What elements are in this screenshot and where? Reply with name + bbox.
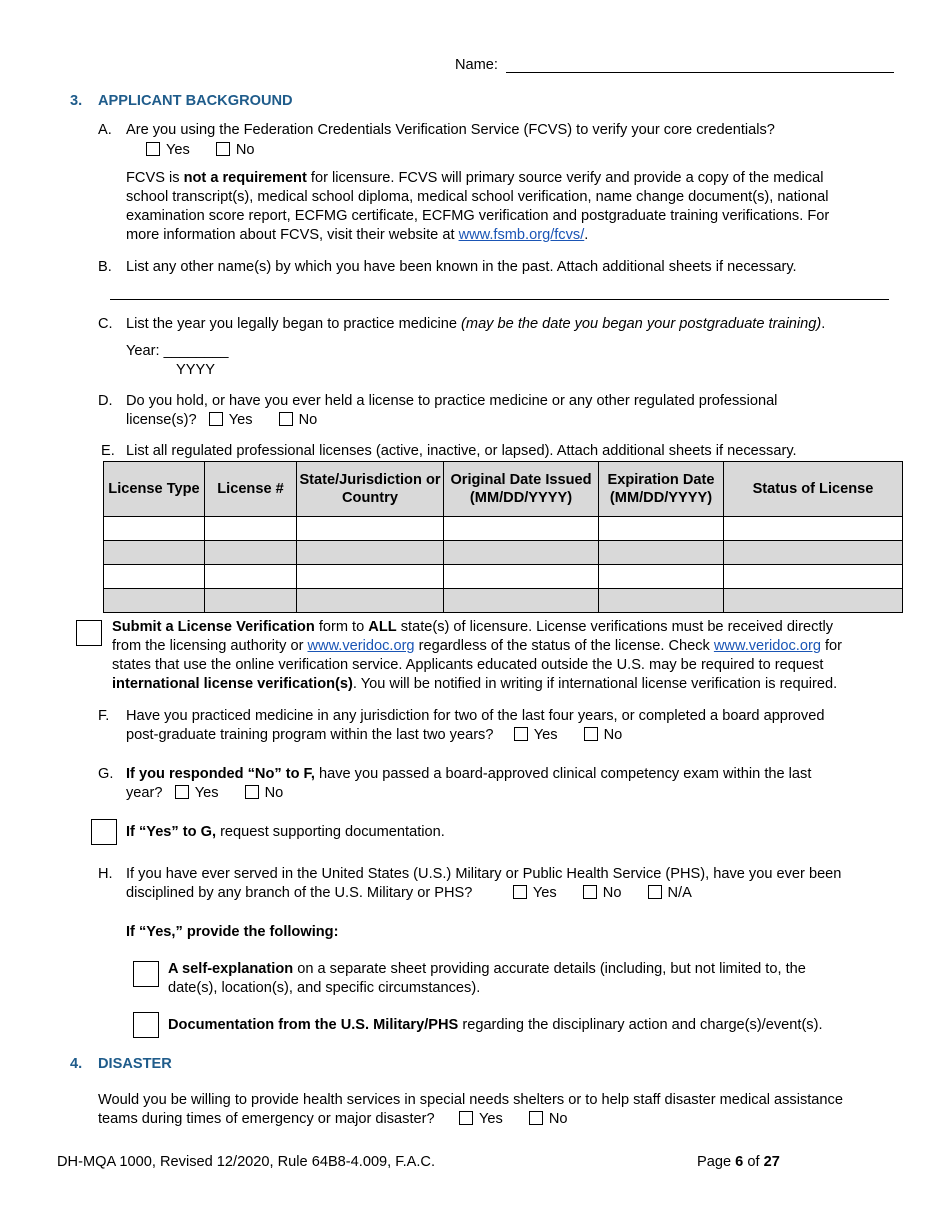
- question-g-no-checkbox[interactable]: [245, 785, 259, 799]
- table-cell[interactable]: [599, 565, 724, 589]
- question-a-yes-checkbox[interactable]: [146, 142, 160, 156]
- other-names-field[interactable]: [110, 299, 889, 300]
- license-table: [103, 461, 903, 613]
- fcvs-note: FCVS is not a requirement for licensure. FCVS will primary source verify and provide a copy of the medical school transcript(s), medical school diploma, medical school verification, name change document(s), national examination score report, ECFMG certificate, ECFMG verification and postgraduate training verifications. For more information about FCVS, visit their website at www.fsmb.org/fcvs/.: [126, 170, 830, 243]
- question-h-no-checkbox[interactable]: [583, 885, 597, 899]
- question-f-text: Have you practiced medicine in any jurisdiction for two of the last four years, or completed a board approved post-graduate training program within the last two years? Yes No: [126, 708, 825, 743]
- section-4-number: 4.: [70, 1056, 83, 1072]
- col-status: Status of License: [724, 462, 903, 517]
- table-cell[interactable]: [297, 589, 444, 613]
- table-row: [104, 565, 903, 589]
- form-id: DH-MQA 1000, Revised 12/2020, Rule 64B8-4.009, F.A.C.: [57, 1154, 436, 1170]
- license-table-header: [104, 462, 903, 517]
- table-cell[interactable]: [297, 541, 444, 565]
- name-label: Name:: [455, 57, 498, 73]
- year-format-hint: YYYY: [176, 362, 215, 378]
- question-h-letter: H.: [98, 866, 113, 882]
- name-field[interactable]: [506, 72, 894, 73]
- question-e-text: List all regulated professional licenses (active, inactive, or lapsed). Attach additional sheets if necessary.: [126, 443, 797, 459]
- supporting-docs-text: If “Yes” to G, request supporting documentation.: [126, 824, 445, 840]
- disaster-question: Would you be willing to provide health services in special needs shelters or to help staff disaster medical assistance teams during times of emergency or major disaster? Yes No: [98, 1092, 843, 1127]
- table-cell[interactable]: [599, 517, 724, 541]
- question-g-text: If you responded “No” to F, have you passed a board-approved clinical competency exam within the last year? Yes No: [126, 766, 812, 801]
- col-original-date: Original Date Issued (MM/DD/YYYY): [444, 462, 599, 517]
- question-h-yes-checkbox[interactable]: [513, 885, 527, 899]
- supporting-docs-checkbox[interactable]: [91, 819, 117, 845]
- question-h-text: If you have ever served in the United States (U.S.) Military or Public Health Service (PHS), have you ever been disciplined by any branch of the U.S. Military or PHS? Yes No N/A: [126, 866, 842, 901]
- question-d-letter: D.: [98, 393, 113, 409]
- table-cell[interactable]: [444, 565, 599, 589]
- table-cell[interactable]: [205, 589, 297, 613]
- license-verification-text: Submit a License Verification form to ALL state(s) of licensure. License verifications must be received directly from the licensing authority or www.veridoc.org regardless of the status of the license. Check www.veridoc.org for states that use the online verification service. Applicants educated outside the U.S. may be required to request international license verification(s). You will be notified in writing if international license verification is required.: [112, 619, 843, 692]
- table-row: [104, 541, 903, 565]
- table-cell[interactable]: [599, 541, 724, 565]
- question-f-no-checkbox[interactable]: [584, 727, 598, 741]
- year-field[interactable]: Year: ________: [126, 343, 229, 359]
- question-d-no-checkbox[interactable]: [279, 412, 293, 426]
- table-cell[interactable]: [724, 565, 903, 589]
- page-number: Page 6 of 27: [697, 1154, 780, 1170]
- question-d-text: Do you hold, or have you ever held a license to practice medicine or any other regulated professional license(s)? Yes No: [126, 393, 778, 428]
- table-cell[interactable]: [297, 517, 444, 541]
- question-c-letter: C.: [98, 316, 113, 332]
- question-a-options: [146, 141, 277, 160]
- table-cell[interactable]: [444, 589, 599, 613]
- col-license-number: License #: [205, 462, 297, 517]
- veridoc-link-2[interactable]: www.veridoc.org: [713, 638, 821, 654]
- question-e-letter: E.: [101, 443, 115, 459]
- table-row: [104, 517, 903, 541]
- question-d-yes-checkbox[interactable]: [209, 412, 223, 426]
- disaster-yes-checkbox[interactable]: [459, 1111, 473, 1125]
- table-cell[interactable]: [104, 565, 205, 589]
- question-a-letter: A.: [98, 122, 112, 138]
- table-cell[interactable]: [724, 541, 903, 565]
- col-state: State/Jurisdiction or Country: [297, 462, 444, 517]
- question-g-letter: G.: [98, 766, 114, 782]
- military-docs-text: Documentation from the U.S. Military/PHS regarding the disciplinary action and charge(s)/event(s).: [168, 1017, 823, 1033]
- question-b-letter: B.: [98, 259, 112, 275]
- question-g-yes-checkbox[interactable]: [175, 785, 189, 799]
- license-verification-checkbox[interactable]: [76, 620, 102, 646]
- question-b-text: List any other name(s) by which you have been known in the past. Attach additional sheets if necessary.: [126, 259, 797, 275]
- table-cell[interactable]: [205, 517, 297, 541]
- table-cell[interactable]: [104, 589, 205, 613]
- table-cell[interactable]: [444, 517, 599, 541]
- table-cell[interactable]: [724, 589, 903, 613]
- veridoc-link[interactable]: www.veridoc.org: [307, 638, 415, 654]
- table-cell[interactable]: [297, 565, 444, 589]
- table-row: [104, 589, 903, 613]
- table-cell[interactable]: [205, 541, 297, 565]
- fcvs-link[interactable]: www.fsmb.org/fcvs/: [458, 227, 585, 243]
- table-cell[interactable]: [104, 517, 205, 541]
- table-cell[interactable]: [444, 541, 599, 565]
- question-f-yes-checkbox[interactable]: [514, 727, 528, 741]
- question-c-text: List the year you legally began to practice medicine (may be the date you began your postgraduate training).: [126, 316, 826, 332]
- col-expiration-date: Expiration Date (MM/DD/YYYY): [599, 462, 724, 517]
- question-a-yes-label: Yes: [166, 142, 190, 158]
- question-a-no-label: No: [235, 142, 255, 158]
- section-3-number: 3.: [70, 93, 83, 109]
- military-docs-checkbox[interactable]: [133, 1012, 159, 1038]
- table-cell[interactable]: [205, 565, 297, 589]
- question-a-text: Are you using the Federation Credentials Verification Service (FCVS) to verify your core credentials?: [126, 122, 775, 138]
- table-cell[interactable]: [104, 541, 205, 565]
- section-4-title: DISASTER: [98, 1056, 172, 1072]
- question-f-letter: F.: [98, 708, 110, 724]
- disaster-no-checkbox[interactable]: [529, 1111, 543, 1125]
- section-3-title: APPLICANT BACKGROUND: [98, 93, 293, 109]
- self-explanation-text: A self-explanation on a separate sheet providing accurate details (including, but not limited to, the date(s), location(s), and specific circumstances).: [168, 961, 806, 996]
- table-cell[interactable]: [724, 517, 903, 541]
- question-a-no-checkbox[interactable]: [216, 142, 230, 156]
- table-cell[interactable]: [599, 589, 724, 613]
- provide-following-label: If “Yes,” provide the following:: [126, 924, 339, 940]
- col-license-type: License Type: [104, 462, 205, 517]
- question-h-na-checkbox[interactable]: [648, 885, 662, 899]
- self-explanation-checkbox[interactable]: [133, 961, 159, 987]
